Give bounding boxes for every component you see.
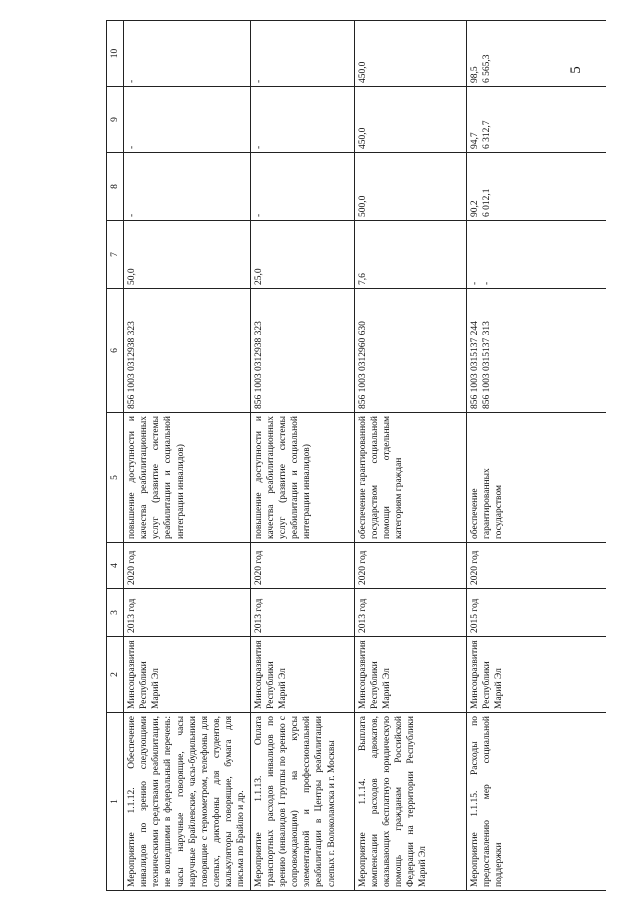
kbk-line: 856 1003 0312938 323 xyxy=(253,321,264,409)
value-line: - xyxy=(127,79,137,83)
value-line: 7,6 xyxy=(357,273,368,285)
value-cell xyxy=(250,221,354,289)
kbk-line: 856 1003 0315137 244 xyxy=(469,321,480,409)
kbk-line: 856 1003 0312938 323 xyxy=(127,321,137,409)
kbk-cell xyxy=(124,289,251,413)
start-year-cell: 2013 год xyxy=(250,589,354,637)
value-cell xyxy=(466,153,606,221)
end-year-cell: 2020 год xyxy=(354,543,466,589)
start-year-cell: 2013 год xyxy=(124,589,251,637)
value-line: 500,0 xyxy=(357,195,368,217)
column-header: 3 xyxy=(107,589,124,637)
result-cell: обеспечение гарантированной государством социальной помощи отдельным категориям граждан xyxy=(354,413,466,543)
executor-cell: Минсоцразвития Республики Марий Эл xyxy=(250,637,354,713)
column-header: 5 xyxy=(107,413,124,543)
column-number-row xyxy=(107,21,124,891)
column-header: 2 xyxy=(107,637,124,713)
column-header: 9 xyxy=(107,87,124,153)
start-year-cell: 2015 год xyxy=(466,589,606,637)
value-cell xyxy=(124,87,251,153)
value-line: 6 012,1 xyxy=(481,188,492,217)
value-cell xyxy=(466,21,606,87)
page-number: 5 xyxy=(568,66,584,74)
value-line: - xyxy=(481,281,492,285)
rotated-table-container xyxy=(106,21,602,891)
activity-cell: Мероприятие 1.1.14. Выплата компенсации расходов адвокатов, оказывающих бесплатную юридическую помощь гражданам Российской Федерации на территории Республики Марий Эл xyxy=(354,713,466,891)
value-cell xyxy=(250,21,354,87)
column-header: 4 xyxy=(107,543,124,589)
value-cell xyxy=(354,87,466,153)
value-cell xyxy=(466,87,606,153)
value-line: 450,0 xyxy=(357,61,368,83)
end-year-cell: 2020 год xyxy=(466,543,606,589)
kbk-cell xyxy=(466,289,606,413)
value-line: - xyxy=(127,145,137,149)
kbk-line: 856 1003 0315137 313 xyxy=(481,321,492,409)
value-cell xyxy=(250,153,354,221)
kbk-line: 856 1003 0312960 630 xyxy=(357,321,368,409)
column-header: 8 xyxy=(107,153,124,221)
column-header: 1 xyxy=(107,713,124,891)
activity-cell: Мероприятие 1.1.13. Оплата транспортных расходов инвалидов по зрению (инвалидов I группы по зрению с сопровождающим) на курсы элементарной и профессиональной реабилитации в Центры реабилитации слепых г. Волоколамска и г. Москвы xyxy=(250,713,354,891)
value-line: - xyxy=(127,213,137,217)
value-cell xyxy=(124,21,251,87)
activity-cell: Мероприятие 1.1.15. Расходы по предоставлению мер социальной поддержки xyxy=(466,713,606,891)
column-header: 7 xyxy=(107,221,124,289)
value-line: 98,5 xyxy=(469,66,480,83)
end-year-cell: 2020 год xyxy=(124,543,251,589)
end-year-cell: 2020 год xyxy=(250,543,354,589)
value-cell xyxy=(466,221,606,289)
value-cell xyxy=(124,153,251,221)
result-cell: повышение доступности и качества реабилитационных услуг (развитие системы реабилитации и социальной интеграции инвалидов) xyxy=(250,413,354,543)
value-cell xyxy=(354,21,466,87)
value-line: - xyxy=(253,145,264,149)
kbk-cell xyxy=(354,289,466,413)
table-row xyxy=(354,21,466,891)
activity-cell: Мероприятие 1.1.12. Обеспечение инвалидов по зрению следующими техническими средствами реабилитации, не вошедшими в федеральный перечень: часы наручные говорящие, часы наручные Брайлевские, часы-будильники говорящие с термометром, телефоны для слепых, диктофоны для студентов, калькуляторы говорящие, бумага для письма по Брайлю и др. xyxy=(124,713,251,891)
table-row xyxy=(466,21,606,891)
value-line: - xyxy=(469,281,480,285)
table-row xyxy=(250,21,354,891)
table-row xyxy=(124,21,251,891)
value-line: 25,0 xyxy=(253,268,264,285)
value-line: 450,0 xyxy=(357,127,368,149)
value-cell xyxy=(354,153,466,221)
column-header: 6 xyxy=(107,289,124,413)
kbk-cell xyxy=(250,289,354,413)
value-cell xyxy=(124,221,251,289)
result-cell: повышение доступности и качества реабилитационных услуг (развитие системы реабилитации и социальной интеграции инвалидов) xyxy=(124,413,251,543)
value-line: - xyxy=(253,213,264,217)
executor-cell: Минсоцразвития Республики Марий Эл xyxy=(124,637,251,713)
value-line: 6 565,3 xyxy=(481,54,492,83)
executor-cell: Минсоцразвития Республики Марий Эл xyxy=(354,637,466,713)
program-activities-table xyxy=(106,20,606,891)
value-cell xyxy=(354,221,466,289)
value-cell xyxy=(250,87,354,153)
column-header: 10 xyxy=(107,21,124,87)
value-line: 94,7 xyxy=(469,132,480,149)
start-year-cell: 2013 год xyxy=(354,589,466,637)
value-line: 50,0 xyxy=(127,268,137,285)
value-line: 90,2 xyxy=(469,200,480,217)
result-cell: обеспечение гарантированных государством xyxy=(466,413,606,543)
value-line: - xyxy=(253,79,264,83)
value-line: 6 312,7 xyxy=(481,120,492,149)
executor-cell: Минсоцразвития Республики Марий Эл xyxy=(466,637,606,713)
